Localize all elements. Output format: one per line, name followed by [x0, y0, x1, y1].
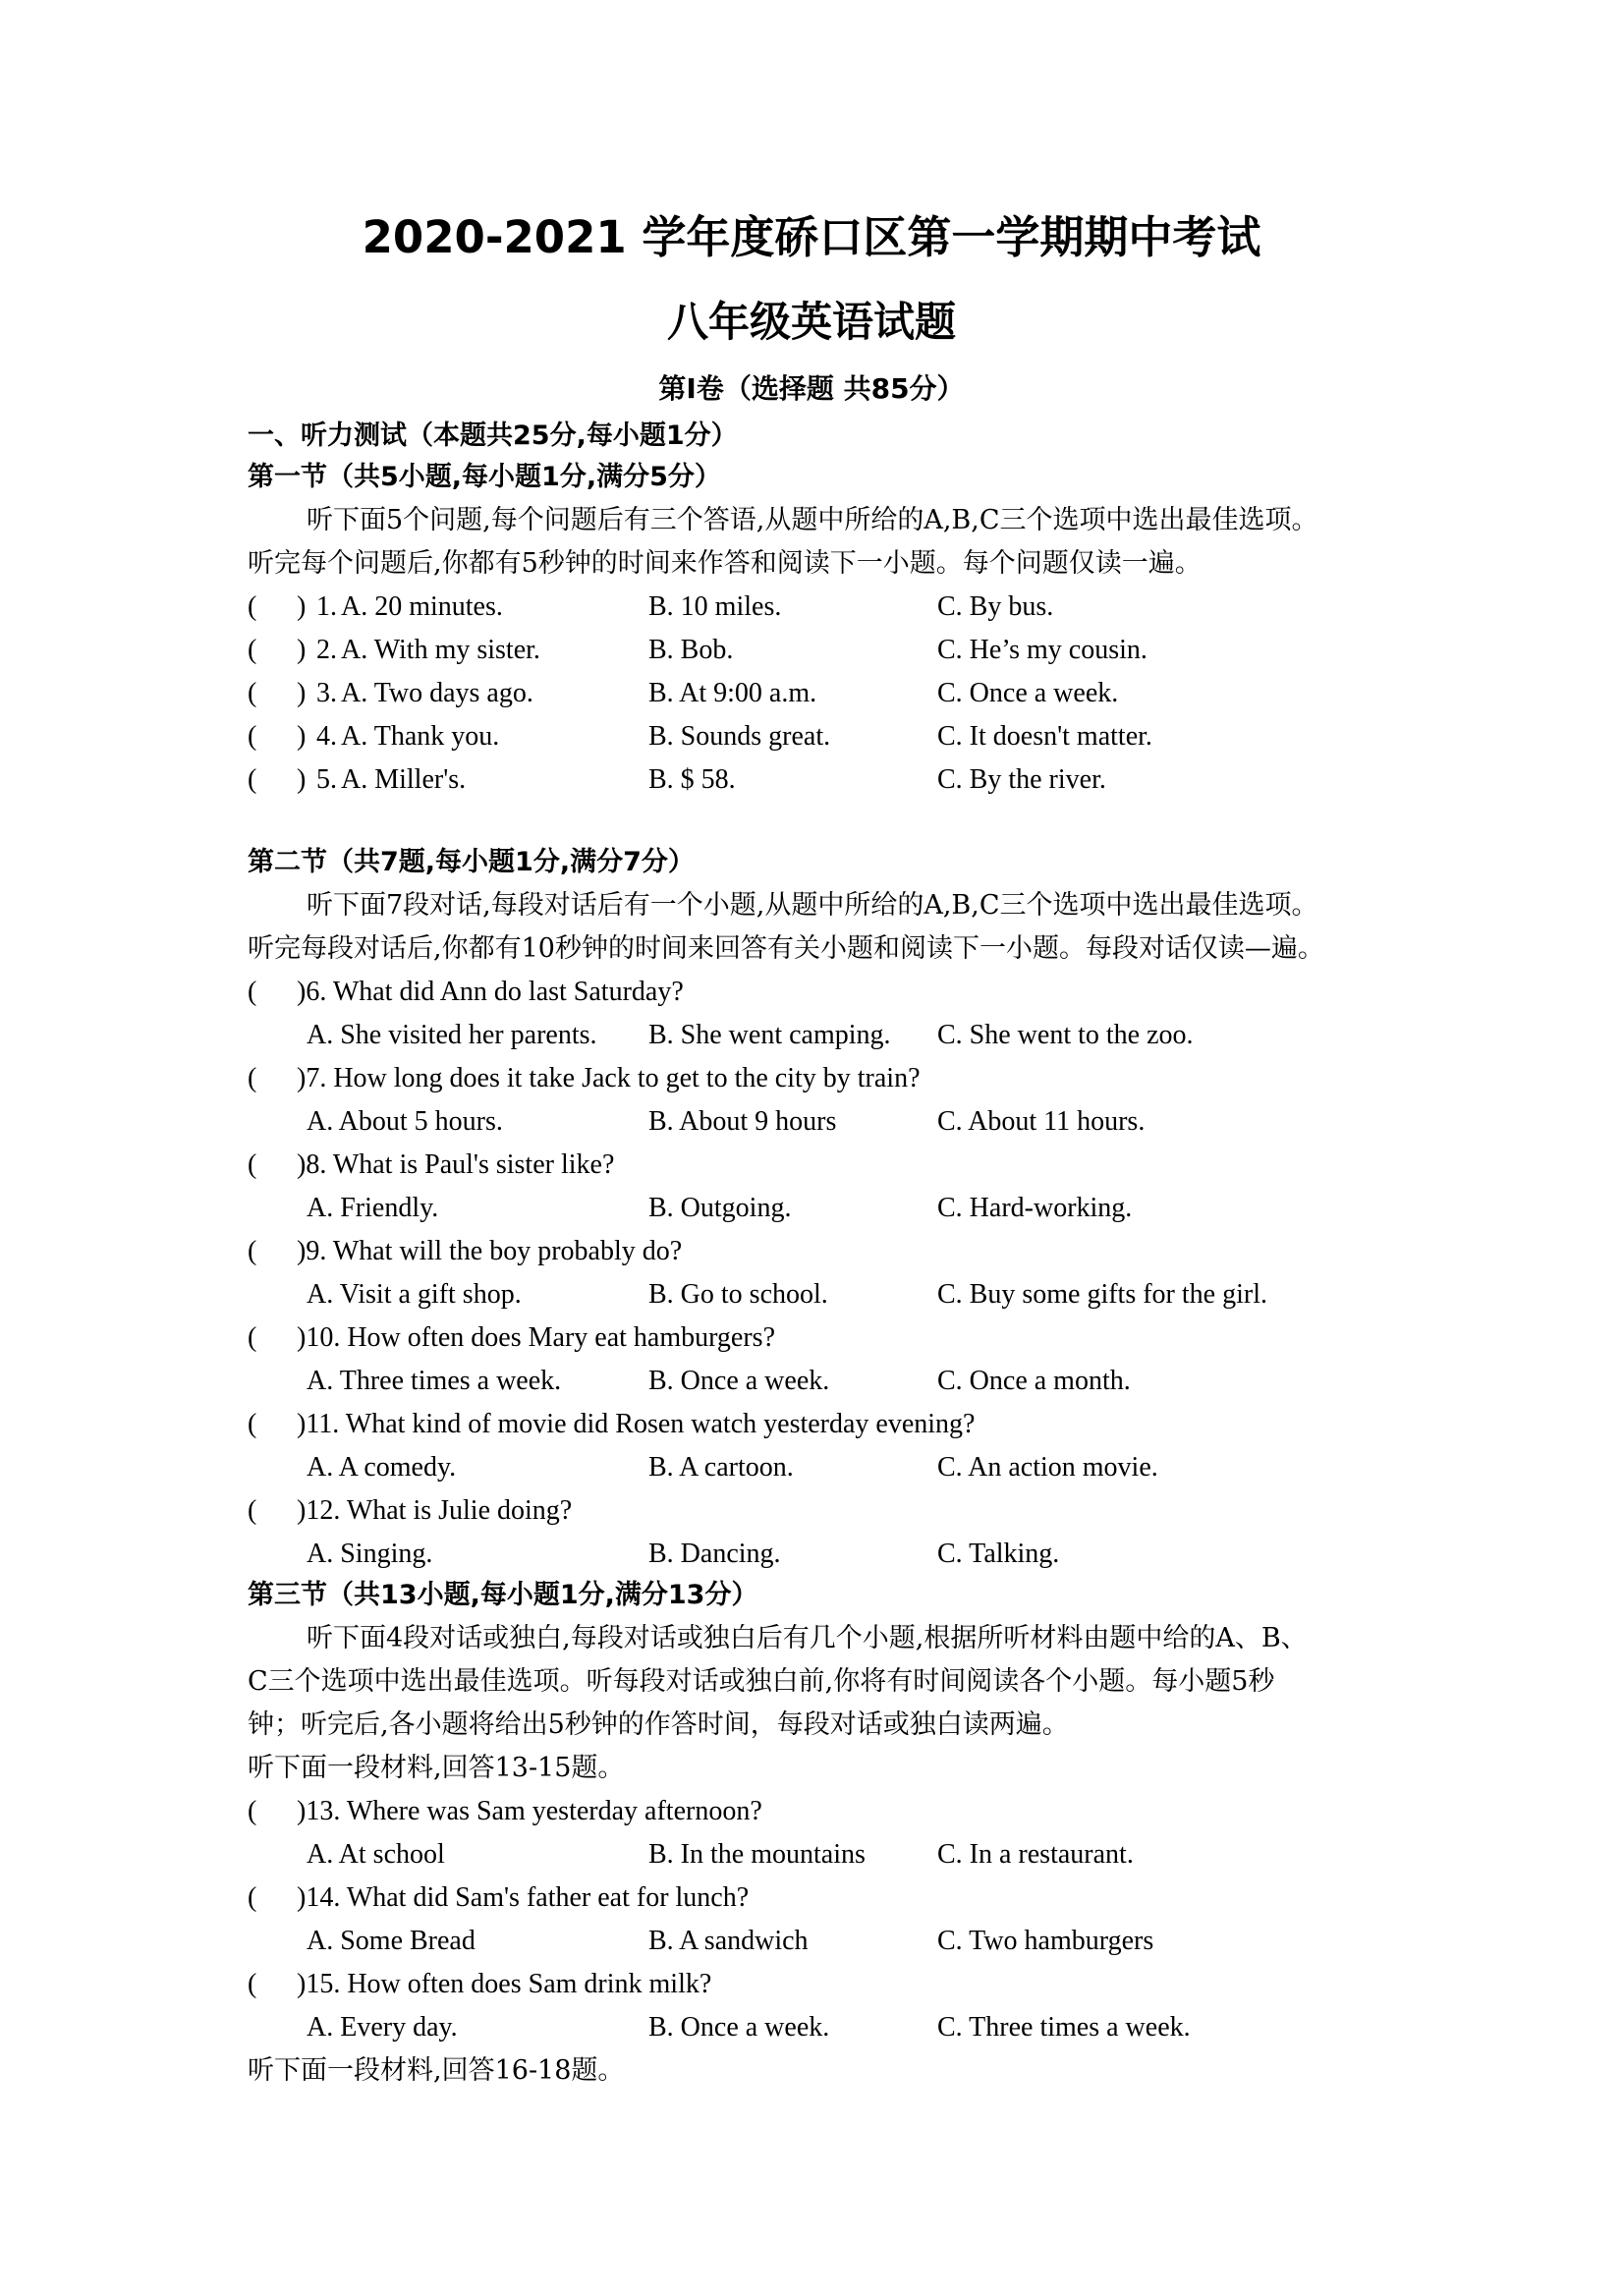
question-row-4 — [248, 717, 1387, 756]
option-b: B. Go to school. — [648, 1279, 828, 1310]
option-b: B. Sounds great. — [648, 721, 831, 752]
option-b: B. About 9 hours — [648, 1106, 837, 1137]
options-row-14 — [248, 1922, 1387, 1961]
option-c: C. Talking. — [937, 1539, 1060, 1569]
section3-instruction-line: 钟；听完后,各小题将给出5秒钟的作答时间，每段对话或独白读两遍。 — [248, 1709, 1069, 1740]
option-b: B. In the mountains — [648, 1839, 866, 1870]
question-stem-15 — [248, 1965, 1387, 2004]
option-a: A. About 5 hours. — [307, 1106, 503, 1137]
option-a: A. At school — [307, 1839, 445, 1870]
option-b: B. Once a week. — [648, 2012, 830, 2043]
option-a: A. Miller's. — [341, 764, 467, 795]
question-stem-11 — [248, 1405, 1387, 1444]
section3-heading: 第三节（共13小题,每小题1分,满分13分） — [248, 1580, 758, 1610]
question-row-5 — [248, 760, 1387, 800]
question-text: )7. How long does it take Jack to get to the city by train? — [297, 1063, 921, 1093]
option-c: C. An action movie. — [937, 1452, 1158, 1483]
section1-instruction-line: 听下面5个问题,每个问题后有三个答语,从题中所给的A,B,C三个选项中选出最佳选项。 — [307, 505, 1318, 535]
question-number: 5. — [316, 764, 337, 795]
question-stem-10 — [248, 1318, 1387, 1358]
option-a: A. 20 minutes. — [341, 591, 503, 622]
answer-paren-close: ) — [297, 721, 307, 752]
option-b: B. Outgoing. — [648, 1193, 792, 1223]
answer-paren-open: ( — [248, 1322, 257, 1353]
options-row-6 — [248, 1016, 1387, 1055]
section2-instruction-line: 听完每段对话后,你都有10秒钟的时间来回答有关小题和阅读下一小题。每段对话仅读—遍。 — [248, 933, 1324, 964]
option-b: B. Once a week. — [648, 1366, 830, 1396]
option-c: C. He’s my cousin. — [937, 635, 1147, 665]
option-c: C. In a restaurant. — [937, 1839, 1134, 1870]
option-c: C. About 11 hours. — [937, 1106, 1146, 1137]
section3-instruction-line: 听下面4段对话或独白,每段对话或独白后有几个小题,根据所听材料由题中给的A、B、 — [307, 1623, 1308, 1653]
volume-heading: 第Ⅰ卷（选择题 共85分） — [658, 372, 965, 405]
option-a: A. A comedy. — [307, 1452, 457, 1483]
question-stem-8 — [248, 1146, 1387, 1185]
option-b: B. $ 58. — [648, 764, 736, 795]
question-stem-7 — [248, 1059, 1387, 1098]
answer-paren-close: ) — [297, 764, 307, 795]
options-row-15 — [248, 2008, 1387, 2047]
answer-paren-close: ) — [297, 678, 307, 708]
option-b: B. Dancing. — [648, 1539, 781, 1569]
answer-paren-open: ( — [248, 1149, 257, 1180]
option-c: C. She went to the zoo. — [937, 1020, 1194, 1050]
option-c: C. It doesn't matter. — [937, 721, 1152, 752]
options-row-7 — [248, 1102, 1387, 1142]
option-a: A. Two days ago. — [341, 678, 533, 708]
option-c: C. Buy some gifts for the girl. — [937, 1279, 1267, 1310]
answer-paren-open: ( — [248, 1236, 257, 1266]
section2-heading: 第二节（共7题,每小题1分,满分7分） — [248, 847, 695, 877]
question-stem-12 — [248, 1491, 1387, 1531]
question-number: 4. — [316, 721, 337, 752]
section1-heading: 第一节（共5小题,每小题1分,满分5分） — [248, 462, 721, 492]
question-row-1 — [248, 588, 1387, 627]
option-a: A. She visited her parents. — [307, 1020, 597, 1050]
options-row-9 — [248, 1275, 1387, 1315]
options-row-13 — [248, 1835, 1387, 1875]
question-row-3 — [248, 674, 1387, 713]
question-stem-6 — [248, 973, 1387, 1012]
option-a: A. Three times a week. — [307, 1366, 562, 1396]
option-a: A. Singing. — [307, 1539, 433, 1569]
option-b: B. At 9:00 a.m. — [648, 678, 817, 708]
answer-paren-open: ( — [248, 764, 257, 795]
answer-paren-close: ) — [297, 591, 307, 622]
answer-paren-open: ( — [248, 635, 257, 665]
option-c: C. Two hamburgers — [937, 1926, 1154, 1956]
answer-paren-open: ( — [248, 678, 257, 708]
exam-title: 2020-2021 学年度硚口区第一学期期中考试 — [362, 211, 1261, 263]
option-c: C. Once a week. — [937, 678, 1119, 708]
part1-heading: 一、听力测试（本题共25分,每小题1分） — [248, 420, 738, 451]
question-text: )11. What kind of movie did Rosen watch yesterday evening? — [297, 1409, 976, 1439]
answer-paren-open: ( — [248, 1409, 257, 1439]
question-stem-14 — [248, 1878, 1387, 1918]
exam-subtitle: 八年级英语试题 — [666, 298, 956, 346]
option-a: A. Some Bread — [307, 1926, 476, 1956]
section1-instruction-line: 听完每个问题后,你都有5秒钟的时间来作答和阅读下一小题。每个问题仅读一遍。 — [248, 548, 1202, 579]
question-text: )8. What is Paul's sister like? — [297, 1149, 615, 1180]
option-c: C. By the river. — [937, 764, 1106, 795]
question-number: 1. — [316, 591, 337, 622]
option-a: A. With my sister. — [341, 635, 540, 665]
options-row-10 — [248, 1362, 1387, 1401]
question-row-2 — [248, 631, 1387, 670]
option-b: B. She went camping. — [648, 1020, 891, 1050]
question-text: )15. How often does Sam drink milk? — [297, 1969, 712, 1999]
question-text: )14. What did Sam's father eat for lunch? — [297, 1882, 750, 1913]
option-b: B. A sandwich — [648, 1926, 809, 1956]
option-c: C. By bus. — [937, 591, 1054, 622]
option-c: C. Three times a week. — [937, 2012, 1191, 2043]
answer-paren-close: ) — [297, 635, 307, 665]
material-note: 听下面一段材料,回答16-18题。 — [248, 2055, 625, 2086]
options-row-8 — [248, 1189, 1387, 1228]
answer-paren-open: ( — [248, 591, 257, 622]
answer-paren-open: ( — [248, 977, 257, 1007]
answer-paren-open: ( — [248, 1882, 257, 1913]
question-text: )6. What did Ann do last Saturday? — [297, 977, 684, 1007]
option-a: A. Visit a gift shop. — [307, 1279, 522, 1310]
option-a: A. Every day. — [307, 2012, 458, 2043]
question-number: 3. — [316, 678, 337, 708]
question-text: )10. How often does Mary eat hamburgers? — [297, 1322, 776, 1353]
answer-paren-open: ( — [248, 1969, 257, 1999]
material-note: 听下面一段材料,回答13-15题。 — [248, 1753, 625, 1783]
question-text: )13. Where was Sam yesterday afternoon? — [297, 1796, 762, 1826]
section3-instruction-line: C三个选项中选出最佳选项。听每段对话或独白前,你将有时间阅读各个小题。每小题5秒 — [248, 1666, 1275, 1697]
section2-instruction-line: 听下面7段对话,每段对话后有一个小题,从题中所给的A,B,C三个选项中选出最佳选项。 — [307, 890, 1318, 921]
option-b: B. Bob. — [648, 635, 734, 665]
options-row-11 — [248, 1448, 1387, 1487]
option-a: A. Friendly. — [307, 1193, 439, 1223]
option-b: B. A cartoon. — [648, 1452, 794, 1483]
question-text: )12. What is Julie doing? — [297, 1495, 573, 1526]
option-c: C. Hard-working. — [937, 1193, 1133, 1223]
option-a: A. Thank you. — [341, 721, 500, 752]
answer-paren-open: ( — [248, 721, 257, 752]
question-text: )9. What will the boy probably do? — [297, 1236, 683, 1266]
answer-paren-open: ( — [248, 1063, 257, 1093]
question-number: 2. — [316, 635, 337, 665]
question-stem-13 — [248, 1792, 1387, 1831]
question-stem-9 — [248, 1232, 1387, 1271]
answer-paren-open: ( — [248, 1796, 257, 1826]
answer-paren-open: ( — [248, 1495, 257, 1526]
options-row-12 — [248, 1535, 1387, 1574]
option-c: C. Once a month. — [937, 1366, 1131, 1396]
option-b: B. 10 miles. — [648, 591, 782, 622]
